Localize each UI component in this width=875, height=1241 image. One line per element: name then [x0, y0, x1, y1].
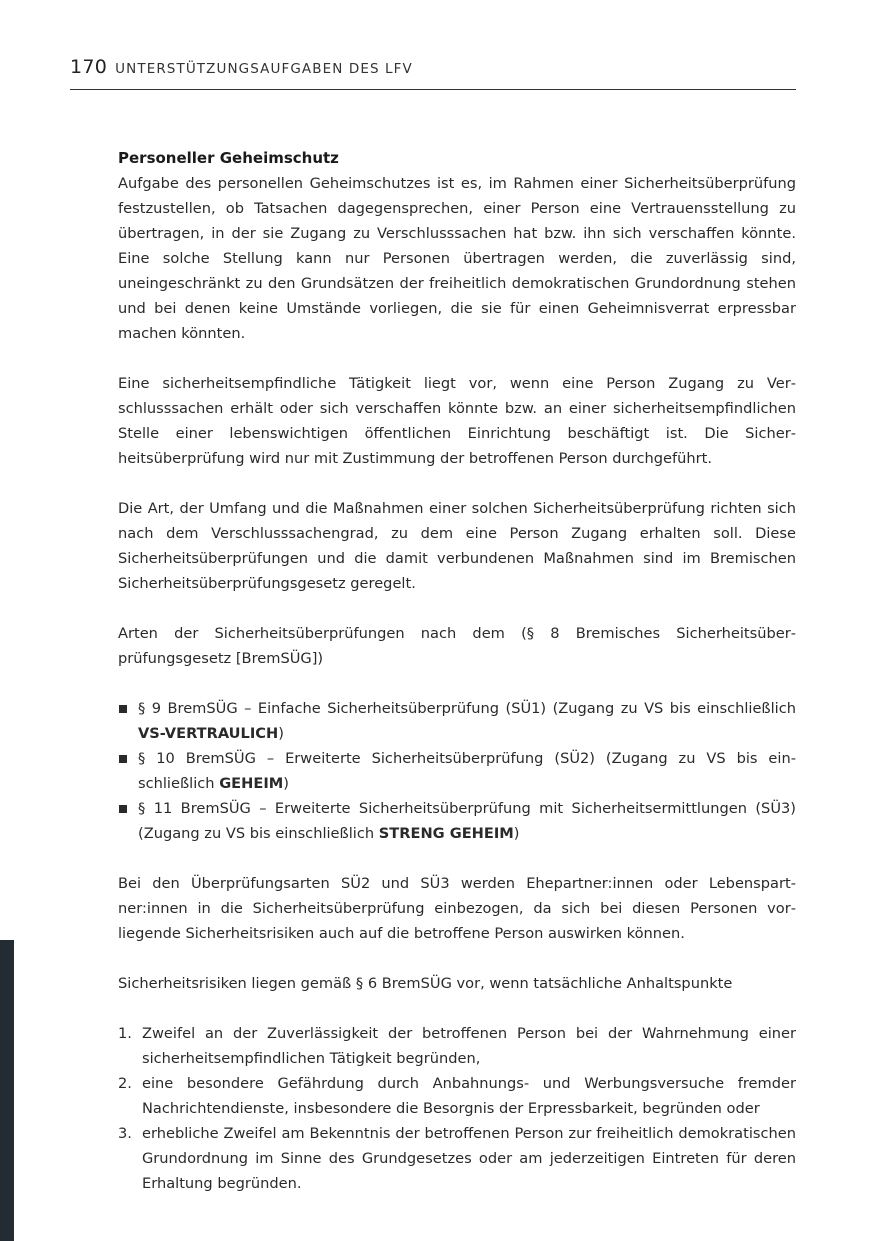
- list-item-text: § 11 BremSÜG – Erweiterte Sicherheitsüberprüfung mit Sicherheitsermittlungen (SÜ3) (Zugang zu VS bis einschließlich: [138, 800, 796, 842]
- types-list: [118, 696, 796, 846]
- list-item: [118, 1021, 796, 1071]
- list-item: [118, 1121, 796, 1196]
- chapter-title: UNTERSTÜTZUNGSAUFGABEN DES LFV: [115, 61, 413, 77]
- list-item-emphasis: GEHEIM: [219, 775, 284, 792]
- risks-intro: Sicherheitsrisiken liegen gemäß § 6 BremSÜG vor, wenn tatsächliche Anhaltspunkte: [118, 975, 733, 992]
- square-bullet-icon: [119, 805, 127, 813]
- list-item-tail: ): [278, 725, 284, 742]
- list-item-text: eine besondere Gefährdung durch Anbahnungs- und Werbungsversuche fremder Nachrichtendienste, insbesondere die Besorgnis der Erpressbarkeit, begründen oder: [142, 1075, 796, 1117]
- section-heading: Personeller Geheimschutz: [118, 149, 339, 167]
- list-item: [118, 1071, 796, 1121]
- risks-list: [118, 1021, 796, 1196]
- page-number: 170: [70, 56, 108, 78]
- page-content: [118, 146, 796, 1196]
- square-bullet-icon: [119, 755, 127, 763]
- list-number: 2.: [118, 1075, 132, 1092]
- paragraph-partners: Bei den Überprüfungsarten SÜ2 und SÜ3 werden Ehepartner:innen oder Lebenspartner:innen in die Sicherheitsüberprüfung einbezogen, da sich bei diesen Personen vorliegende Sicherheitsrisiken auch auf die betroffene Person auswirken können.: [118, 875, 796, 942]
- chapter-thumb-tab: [0, 940, 14, 1241]
- list-item-text: erhebliche Zweifel am Bekenntnis der betroffenen Person zur freiheitlich demokratischen Grundordnung im Sinne des Grundgesetzes oder am jederzeitigen Eintreten für deren Erhaltung begründen.: [142, 1125, 796, 1192]
- list-item-tail: ): [283, 775, 289, 792]
- list-number: 1.: [118, 1025, 132, 1042]
- list-item: [118, 696, 796, 746]
- list-item: [118, 746, 796, 796]
- paragraph-scope: Die Art, der Umfang und die Maßnahmen einer solchen Sicherheitsüberprüfung richten sich nach dem Verschlusssachengrad, zu dem eine Person Zugang erhalten soll. Diese Sicherheitsüberprüfungen und die damit verbundenen Maßnahmen sind im Bremischen Sicherheitsüberprüfungsgesetz geregelt.: [118, 500, 796, 592]
- list-number: 3.: [118, 1125, 132, 1142]
- list-item-text: § 10 BremSÜG – Erweiterte Sicherheitsüberprüfung (SÜ2) (Zugang zu VS bis einschließlich: [138, 750, 796, 792]
- list-item-text: Zweifel an der Zuverlässigkeit der betroffenen Person bei der Wahrnehmung einer sicherheitsempfindlichen Tätigkeit begründen,: [142, 1025, 796, 1067]
- paragraph-intro: Aufgabe des personellen Geheimschutzes ist es, im Rahmen einer Sicherheitsüberprüfung festzustellen, ob Tatsachen dagegensprechen, einer Person eine Vertrauensstellung zu übertragen, in der sie Zugang zu Verschlusssachen hat bzw. ihn sich verschaffen könnte. Eine solche Stellung kann nur Personen übertragen werden, die zuverlässig sind, uneingeschränkt zu den Grundsätzen der freiheitlich demokratischen Grundordnung stehen und bei denen keine Umstände vorliegen, die sie für einen Geheimnisverrat erpressbar machen könnten.: [118, 175, 796, 342]
- list-item: [118, 796, 796, 846]
- list-item-emphasis: VS-VERTRAULICH: [138, 725, 279, 742]
- list-item-emphasis: STRENG GEHEIM: [378, 825, 514, 842]
- list-item-tail: ): [513, 825, 520, 842]
- types-intro: Arten der Sicherheitsüberprüfungen nach dem (§ 8 Bremisches Sicherheitsüberprüfungsgesetz [BremSÜG]): [118, 625, 796, 667]
- square-bullet-icon: [119, 705, 127, 713]
- list-item-text: § 9 BremSÜG – Einfache Sicherheitsüberprüfung (SÜ1) (Zugang zu VS bis einschließlich: [138, 700, 796, 717]
- paragraph-activity: Eine sicherheitsempfindliche Tätigkeit liegt vor, wenn eine Person Zugang zu Verschlusssachen erhält oder sich verschaffen könnte bzw. an einer sicherheitsempfindlichen Stelle einer lebenswichtigen öffentlichen Einrichtung beschäftigt ist. Die Sicherheitsüberprüfung wird nur mit Zustimmung der betroffenen Person durchgeführt.: [118, 375, 796, 467]
- running-header: [70, 56, 796, 90]
